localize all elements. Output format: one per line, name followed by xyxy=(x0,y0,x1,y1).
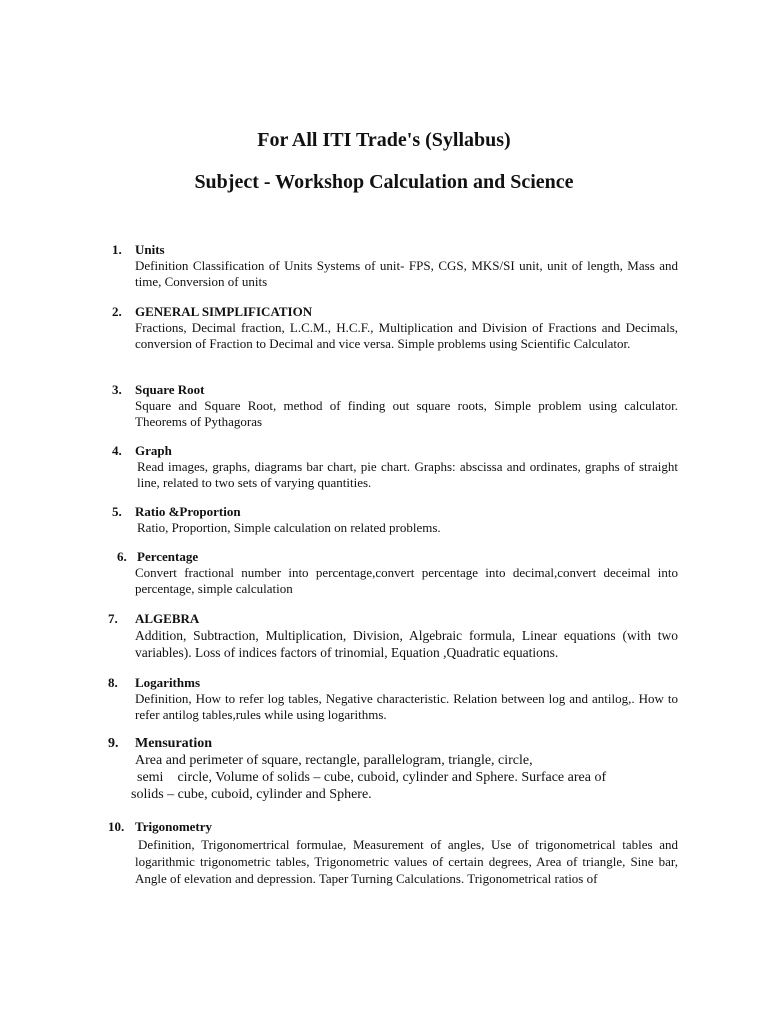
item-heading: Square Root xyxy=(135,382,205,397)
item-number: 3. xyxy=(112,382,122,397)
document-subtitle: Subject - Workshop Calculation and Science xyxy=(194,171,574,193)
item-heading: Ratio &Proportion xyxy=(135,504,241,519)
syllabus-item-units xyxy=(112,242,678,290)
syllabus-item-mensuration xyxy=(108,735,678,803)
item-number: 10. xyxy=(108,819,125,834)
item-description: Square and Square Root, method of finding out square roots, Simple problem using calculator. Theorems of Pythagoras xyxy=(135,398,678,429)
syllabus-item-square-root xyxy=(112,382,678,430)
syllabus-item-graph xyxy=(112,443,678,491)
item-description-line: semi circle, Volume of solids – cube, cuboid, cylinder and Sphere. Surface area of xyxy=(137,770,607,785)
item-description: Read images, graphs, diagrams bar chart, pie chart. Graphs: abscissa and ordinates, graphs of straight line, related to two sets of varying quantities. xyxy=(137,459,678,490)
syllabus-item-percentage xyxy=(117,549,678,597)
item-number: 1. xyxy=(112,242,122,257)
document-title: For All ITI Trade's (Syllabus) xyxy=(257,129,511,151)
syllabus-item-ratio-proportion xyxy=(112,504,678,536)
item-heading: Units xyxy=(135,242,165,257)
item-description-line: Area and perimeter of square, rectangle, parallelogram, triangle, circle, xyxy=(135,753,533,768)
item-heading: Logarithms xyxy=(135,675,200,690)
syllabus-item-logarithms xyxy=(108,675,678,723)
item-description: Definition, How to refer log tables, Negative characteristic. Relation between log and antilog,. How to refer antilog tables,rules while using logarithms. xyxy=(135,691,678,722)
item-heading: Mensuration xyxy=(135,736,212,751)
item-description-line: solids – cube, cuboid, cylinder and Sphere. xyxy=(131,787,372,802)
item-number: 7. xyxy=(108,611,118,626)
syllabus-item-algebra xyxy=(108,611,678,663)
item-number: 6. xyxy=(117,549,127,564)
item-heading: ALGEBRA xyxy=(135,611,200,626)
item-description: Convert fractional number into percentage,convert percentage into decimal,convert deceimal into percentage, simple calculation xyxy=(135,565,678,596)
item-number: 9. xyxy=(108,736,119,751)
item-number: 5. xyxy=(112,504,122,519)
syllabus-item-general-simplification xyxy=(112,304,678,368)
item-heading: Graph xyxy=(135,443,172,458)
item-heading: GENERAL SIMPLIFICATION xyxy=(135,304,313,319)
item-description: Definition, Trigonomertrical formulae, Measurement of angles, Use of trigonometrical tables and logarithmic trigonometric tables, Trigonometric values of certain degrees, Area of triangle, Sine bar, Angle of elevation and depression. Taper Turning Calculations. Trigonometrical ratios of xyxy=(135,837,678,886)
item-description: Addition, Subtraction, Multiplication, Division, Algebraic formula, Linear equations (with two variables). Loss of indices factors of trinomial, Equation ,Quadratic equations. xyxy=(135,628,678,660)
item-heading: Percentage xyxy=(137,549,199,564)
item-number: 2. xyxy=(112,304,122,319)
item-number: 4. xyxy=(112,443,122,458)
item-description: Ratio, Proportion, Simple calculation on related problems. xyxy=(137,520,441,535)
item-number: 8. xyxy=(108,675,118,690)
item-description: Fractions, Decimal fraction, L.C.M., H.C.F., Multiplication and Division of Fractions and Decimals, conversion of Fraction to Decimal and vice versa. Simple problems using Scientific Calculator. xyxy=(135,320,678,351)
item-heading: Trigonometry xyxy=(135,819,213,834)
item-description: Definition Classification of Units Systems of unit- FPS, CGS, MKS/SI unit, unit of length, Mass and time, Conversion of units xyxy=(135,258,678,289)
syllabus-item-trigonometry xyxy=(108,819,678,891)
